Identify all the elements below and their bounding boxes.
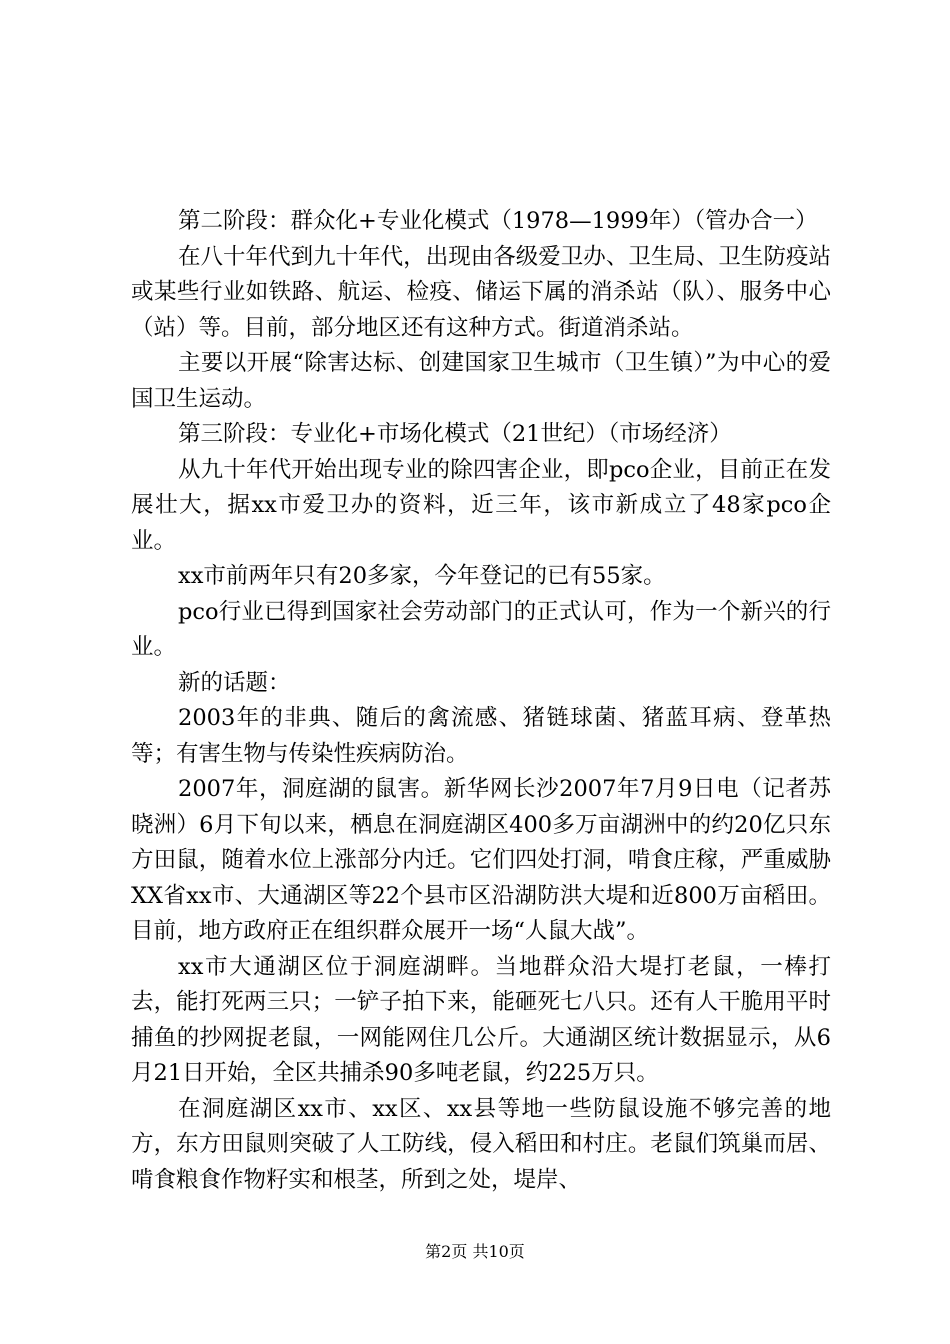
paragraph-registration-count: xx市前两年只有20多家，今年登记的已有55家。 — [178, 563, 666, 589]
paragraph-defense-breach: 在洞庭湖区xx市、xx区、xx县等地一些防鼠设施不够完善的地方，东方田鼠则突破了人工防线，侵入稻田和村庄。老鼠们筑巢而居、啃食粮食作物籽实和根茎，所到之处，堤岸、 — [131, 1095, 831, 1193]
paragraph-pco-recognition: pco行业已得到国家社会劳动部门的正式认可，作为一个新兴的行业。 — [131, 598, 831, 660]
page-footer: 第2页 共10页 — [425, 1242, 525, 1261]
paragraph-stage-three-heading: 第三阶段：专业化+市场化模式（21世纪）（市场经济） — [178, 421, 732, 447]
body-text — [131, 204, 831, 1198]
paragraph-datong-lake: xx市大通湖区位于洞庭湖畔。当地群众沿大堤打老鼠，一棒打去，能打死两三只；一铲子拍下来，能砸死七八只。还有人干脆用平时捕鱼的抄网捉老鼠，一网能网住几公斤。大通湖区统计数据显示，从6月21日开始，全区共捕杀90多吨老鼠，约225万只。 — [131, 953, 831, 1086]
paragraph-eighties-nineties: 在八十年代到九十年代，出现由各级爱卫办、卫生局、卫生防疫站或某些行业如铁路、航运、检疫、储运下属的消杀站（队）、服务中心（站）等。目前，部分地区还有这种方式。街道消杀站。 — [131, 243, 831, 341]
paragraph-stage-two-heading: 第二阶段：群众化+专业化模式（1978—1999年）（管办合一） — [178, 208, 818, 234]
paragraph-patriotic-health-campaign: 主要以开展“除害达标、创建国家卫生城市（卫生镇）”为中心的爱国卫生运动。 — [131, 350, 831, 412]
paragraph-dongting-rat-plague: 2007年，洞庭湖的鼠害。新华网长沙2007年7月9日电（记者苏晓洲）6月下旬以来，栖息在洞庭湖区400多万亩湖洲中的约20亿只东方田鼠，随着水位上涨部分内迁。它们四处打洞，啃食庄稼，严重威胁XX省xx市、大通湖区等22个县市区沿湖防洪大堤和近800万亩稻田。目前，地方政府正在组织群众展开一场“人鼠大战”。 — [131, 776, 831, 944]
paragraph-pco-enterprises: 从九十年代开始出现专业的除四害企业，即pco企业，目前正在发展壮大，据xx市爱卫办的资料，近三年，该市新成立了48家pco企业。 — [131, 456, 831, 554]
paragraph-epidemics: 2003年的非典、随后的禽流感、猪链球菌、猪蓝耳病、登革热等；有害生物与传染性疾病防治。 — [131, 705, 831, 767]
paragraph-new-topics: 新的话题： — [178, 669, 291, 696]
